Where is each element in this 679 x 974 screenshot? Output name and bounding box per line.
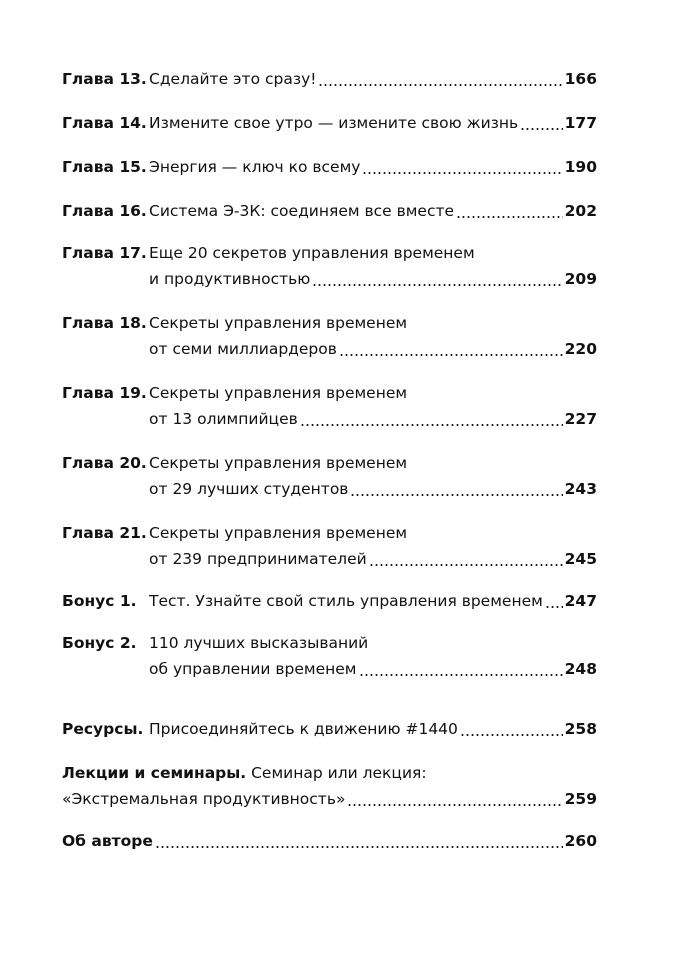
- entry-label: Глава 13.: [62, 70, 147, 88]
- toc-entry: [62, 630, 597, 682]
- entry-title: Сделайте это сразу!: [149, 70, 317, 88]
- entry-title-continued: от 29 лучших студентов: [149, 480, 349, 498]
- dot-leader: [520, 113, 562, 131]
- entry-title: Секреты управления временем: [149, 384, 408, 402]
- entry-title: Присоединяйтесь к движению #1440: [149, 720, 458, 738]
- dot-leader: [347, 789, 562, 807]
- entry-label: Глава 14.: [62, 114, 147, 132]
- entry-page-number: 245: [564, 550, 597, 568]
- dot-leader: [359, 659, 563, 677]
- dot-leader: [339, 339, 563, 357]
- dot-leader: [155, 831, 563, 849]
- entry-page-number: 247: [564, 592, 597, 610]
- entry-title-continued: и продуктивностью: [149, 270, 311, 288]
- toc-entry: [62, 588, 597, 614]
- entry-page-number: 166: [564, 70, 597, 88]
- dot-leader: [369, 549, 563, 567]
- toc-entry: [62, 154, 597, 180]
- entry-page-number: 202: [564, 202, 597, 220]
- toc-entry: [62, 310, 597, 362]
- dot-leader: [456, 201, 563, 219]
- entry-label: Глава 17.: [62, 244, 147, 262]
- entry-page-number: 243: [564, 480, 597, 498]
- dot-leader: [312, 269, 562, 287]
- entry-title-continued: от 239 предпринимателей: [149, 550, 367, 568]
- entry-label: Лекции и семинары.: [62, 764, 247, 782]
- toc-entry: [62, 380, 597, 432]
- entry-label: Об авторе: [62, 832, 153, 850]
- entry-page-number: 220: [564, 340, 597, 358]
- dot-leader: [362, 157, 562, 175]
- toc-entry: [62, 66, 597, 92]
- dot-leader: [300, 409, 563, 427]
- entry-title-continued: от семи миллиардеров: [149, 340, 337, 358]
- entry-title: Система Э-3К: соединяем все вместе: [149, 202, 455, 220]
- entry-title: Тест. Узнайте свой стиль управления временем: [149, 592, 543, 610]
- dot-leader: [318, 69, 562, 87]
- entry-title: Еще 20 секретов управления временем: [149, 244, 475, 262]
- entry-page-number: 177: [564, 114, 597, 132]
- entry-title: Секреты управления временем: [149, 454, 408, 472]
- toc-entry: [62, 240, 597, 292]
- toc-entry-author: [62, 828, 597, 854]
- entry-title-continued: об управлении временем: [149, 660, 357, 678]
- entry-label: Глава 15.: [62, 158, 147, 176]
- entry-title: Семинар или лекция:: [251, 764, 427, 782]
- entry-label: Глава 19.: [62, 384, 147, 402]
- entry-page-number: 258: [564, 720, 597, 738]
- entry-label: Бонус 2.: [62, 634, 137, 652]
- toc-entry: [62, 450, 597, 502]
- entry-page-number: 248: [564, 660, 597, 678]
- toc-entry: [62, 520, 597, 572]
- entry-title-continued: от 13 олимпийцев: [149, 410, 298, 428]
- entry-title: 110 лучших высказываний: [149, 634, 369, 652]
- entry-page-number: 227: [564, 410, 597, 428]
- dot-leader: [350, 479, 562, 497]
- entry-label: Глава 21.: [62, 524, 147, 542]
- toc-entry: [62, 198, 597, 224]
- entry-title-continued: «Экстремальная продуктивность»: [62, 790, 346, 808]
- entry-page-number: 190: [564, 158, 597, 176]
- entry-label: Ресурсы.: [62, 720, 144, 738]
- entry-page-number: 209: [564, 270, 597, 288]
- entry-page-number: 260: [564, 832, 597, 850]
- dot-leader: [545, 591, 563, 609]
- entry-title: Измените свое утро — измените свою жизнь: [149, 114, 519, 132]
- entry-label: Глава 20.: [62, 454, 147, 472]
- entry-label: Глава 18.: [62, 314, 147, 332]
- dot-leader: [460, 719, 563, 737]
- toc-entry: [62, 110, 597, 136]
- toc-entry-resources: [62, 716, 597, 742]
- entry-title: Секреты управления временем: [149, 314, 408, 332]
- entry-title: Энергия — ключ ко всему: [149, 158, 361, 176]
- entry-label: Бонус 1.: [62, 592, 137, 610]
- entry-title: Секреты управления временем: [149, 524, 408, 542]
- entry-label: Глава 16.: [62, 202, 147, 220]
- entry-page-number: 259: [564, 790, 597, 808]
- toc-entry-lectures: [62, 760, 597, 812]
